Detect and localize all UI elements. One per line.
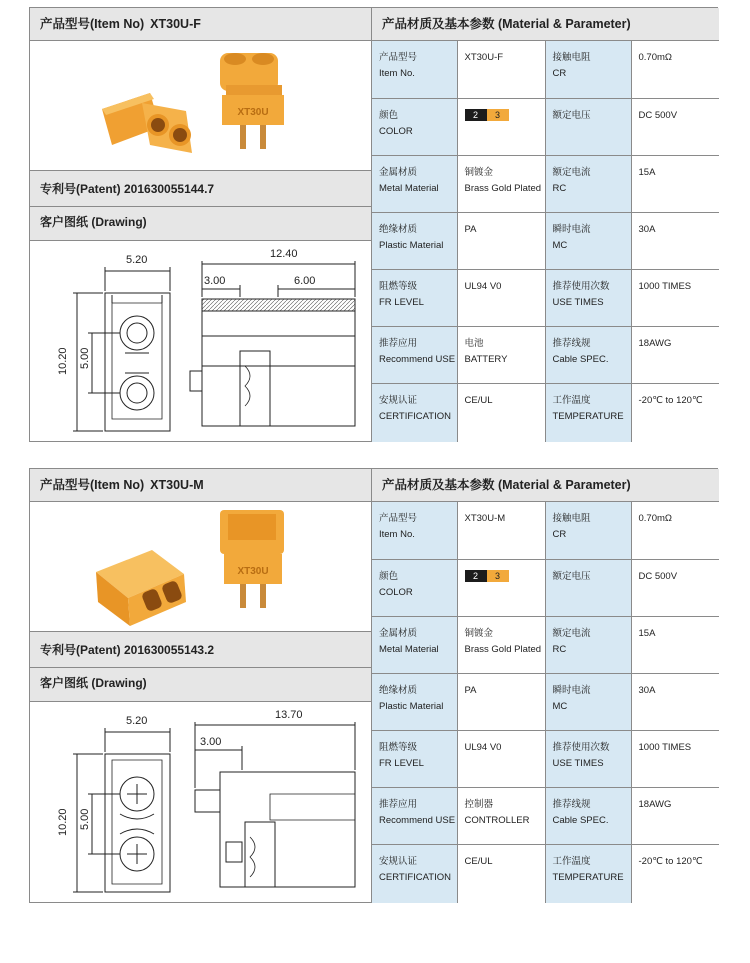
yellow-color-swatch: 3 — [487, 570, 509, 582]
technical-drawing — [30, 702, 371, 902]
connector-lying-image — [102, 93, 192, 153]
item-number-code: XT30U-M — [150, 478, 204, 492]
dim-12-40: 12.40 — [270, 248, 298, 260]
table-row: 产品型号 Item No. XT30U-M 接触电阻 CR 0.70mΩ — [372, 502, 719, 559]
item-number-label: 产品型号(Item No) — [40, 478, 145, 492]
connector-lying-image — [96, 550, 186, 626]
table-row: 颜色 COLOR 2 3 额定电压 DC 500V — [372, 98, 719, 155]
spec-sheet-xt30u-m — [29, 468, 718, 903]
dim-10-20: 10.20 — [57, 808, 69, 836]
color-swatches — [457, 98, 545, 155]
parameter-panel — [372, 8, 719, 441]
table-row: 安规认证 CERTIFICATION CE/UL 工作温度 TEMPERATURE -20℃ to 120℃ — [372, 383, 719, 442]
item-number-code: XT30U-F — [150, 17, 201, 31]
connector-standing-image — [220, 510, 284, 608]
drawing-label: 客户图纸 (Drawing) — [30, 207, 371, 241]
parameter-table — [372, 41, 719, 442]
dim-5-20: 5.20 — [126, 715, 148, 727]
table-row: 安规认证 CERTIFICATION CE/UL 工作温度 TEMPERATURE -20℃ to 120℃ — [372, 844, 719, 903]
yellow-color-swatch: 3 — [487, 109, 509, 121]
connector-marking-text: XT30U — [237, 566, 269, 577]
spec-sheet-xt30u-f — [29, 7, 718, 442]
product-info-panel — [30, 8, 372, 441]
table-row: 阻燃等级 FR LEVEL UL94 V0 推荐使用次数 USE TIMES 1000 TIMES — [372, 269, 719, 326]
dim-6-00: 6.00 — [294, 275, 316, 287]
dim-5-00: 5.00 — [79, 347, 91, 369]
parameter-table — [372, 502, 719, 903]
table-row: 金属材质 Metal Material 铜镀金 Brass Gold Plated 额定电流 RC 15A — [372, 155, 719, 212]
table-row: 绝缘材质 Plastic Material PA 瞬时电流 MC 30A — [372, 673, 719, 730]
dim-3-00: 3.00 — [200, 736, 222, 748]
table-row: 阻燃等级 FR LEVEL UL94 V0 推荐使用次数 USE TIMES 1000 TIMES — [372, 730, 719, 787]
parameter-header: 产品材质及基本参数 (Material & Parameter) — [372, 8, 719, 41]
black-color-swatch: 2 — [465, 109, 487, 121]
table-row: 推荐应用 Recommend USE 控制器 CONTROLLER 推荐线规 Cable SPEC. 18AWG — [372, 787, 719, 844]
dim-5-20: 5.20 — [126, 254, 148, 266]
dim-3-00: 3.00 — [204, 275, 226, 287]
parameter-panel — [372, 469, 719, 902]
table-row: 产品型号 Item No. XT30U-F 接触电阻 CR 0.70mΩ — [372, 41, 719, 98]
color-swatches — [457, 559, 545, 616]
patent-number: 专利号(Patent) 201630055143.2 — [30, 632, 371, 668]
item-number-label: 产品型号(Item No) — [40, 17, 145, 31]
black-color-swatch: 2 — [465, 570, 487, 582]
product-photo — [30, 502, 371, 632]
dim-5-00: 5.00 — [79, 808, 91, 830]
table-row: 金属材质 Metal Material 铜镀金 Brass Gold Plated 额定电流 RC 15A — [372, 616, 719, 673]
connector-standing-image — [220, 53, 284, 149]
connector-marking-text: XT30U — [237, 107, 269, 118]
product-info-panel — [30, 469, 372, 902]
side-view-outline — [220, 772, 355, 887]
table-row: 颜色 COLOR 2 3 额定电压 DC 500V — [372, 559, 719, 616]
drawing-label: 客户图纸 (Drawing) — [30, 668, 371, 702]
parameter-header: 产品材质及基本参数 (Material & Parameter) — [372, 469, 719, 502]
technical-drawing — [30, 241, 371, 441]
product-photo — [30, 41, 371, 171]
patent-number: 专利号(Patent) 201630055144.7 — [30, 171, 371, 207]
side-view-outline — [202, 311, 355, 426]
item-number-header — [30, 8, 371, 41]
table-row: 推荐应用 Recommend USE 电池 BATTERY 推荐线规 Cable SPEC. 18AWG — [372, 326, 719, 383]
dim-13-70: 13.70 — [275, 709, 303, 721]
dim-10-20: 10.20 — [57, 347, 69, 375]
table-row: 绝缘材质 Plastic Material PA 瞬时电流 MC 30A — [372, 212, 719, 269]
item-number-header — [30, 469, 371, 502]
